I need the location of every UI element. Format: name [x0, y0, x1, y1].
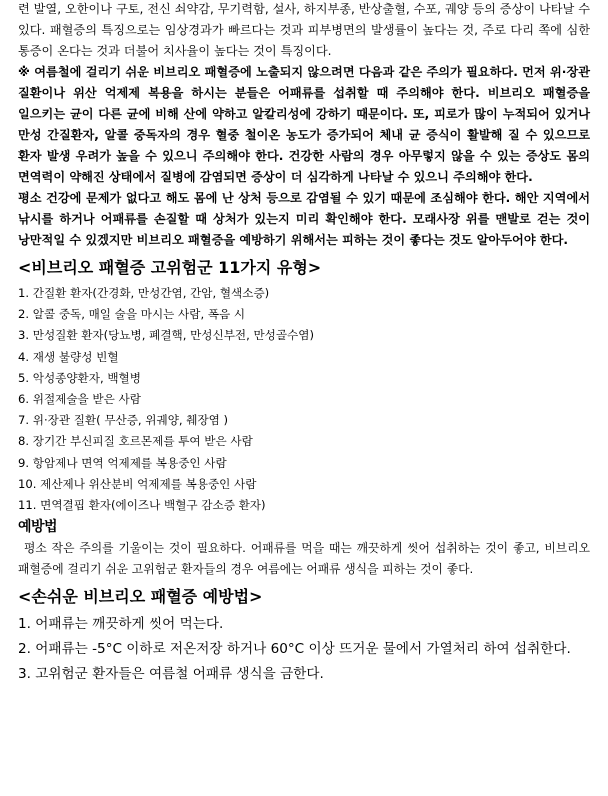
prevention-paragraph: 평소 작은 주의를 기울이는 것이 필요하다. 어패류를 먹을 때는 깨끗하게 씻어 섭취하는 것이 좋고, 비브리오 패혈증에 걸리기 쉬운 고위험군 환자들의 경우 여름에는 어패류 생식을 피하는 것이 좋다. — [18, 541, 590, 577]
list-item: 3. 고위험군 환자들은 여름철 어패류 생식을 금한다. — [18, 666, 324, 683]
list-item: 5. 악성종양환자, 백혈병 — [18, 370, 141, 385]
intro-paragraph: 련 발열, 오한이나 구토, 전신 쇠약감, 무기력함, 설사, 하지부종, 반상출혈, 수포, 궤양 등의 증상이 나타날 수 있다. 패혈증의 특징으로는 임상경과가 빠르다는 것과 피부병면의 발생률이 높다는 것, 주로 다리 쪽에 심한 통증이 온다는 것과 더불어 치사율이 높다는 것이 특징이다. — [18, 2, 590, 58]
list-item: 9. 항암제나 면역 억제제를 복용중인 사람 — [18, 455, 227, 470]
warning-paragraph: ※ 여름철에 걸리기 쉬운 비브리오 패혈증에 노출되지 않으려면 다음과 같은 주의가 필요하다. 먼저 위·장관 질환이나 위산 억제제 복용을 하시는 분들은 어패류를 섭취할 때 주의해야 한다. 비브리오 패혈증을 일으키는 균이 다른 균에 비해 산에 약하고 알칼리성에 강하기 때문이다. 또, 피로가 많이 누적되어 있거나 만성 간질환자, 알콜 중독자의 경우 혈중 철이온 농도가 증가되어 체내 균 증식이 활발해 질 수 있으므로 환자 발생 우려가 높을 수 있으니 주의해야 한다. 건강한 사람의 경우 아무렇지 않을 수 있는 증상도 몸의 면역력이 약해진 상태에서 질병에 감염되면 증상이 더 심각하게 나타날 수 있으니 주의해야 한다. — [18, 65, 590, 184]
caution-paragraph: 평소 건강에 문제가 없다고 해도 몸에 난 상처 등으로 감염될 수 있기 때문에 조심해야 한다. 해안 지역에서 낚시를 하거나 어패류를 손질할 때 상처가 있는지 미리 확인해야 한다. 모래사장 위를 맨발로 걷는 것이 낭만적일 수 있겠지만 비브리오 패혈증을 예방하기 위해서는 피하는 것이 좋다는 것도 알아두어야 한다. — [18, 191, 590, 247]
list-item: 7. 위·장관 질환( 무산증, 위궤양, 췌장염 ) — [18, 413, 229, 428]
list-item: 6. 위절제술을 받은 사람 — [18, 392, 141, 407]
prevention-title: 예방법 — [18, 519, 58, 536]
risk-group-list — [18, 283, 590, 516]
list-item: 1. 간질환 환자(간경화, 만성간염, 간암, 혈색소증) — [18, 286, 270, 300]
list-item: 1. 어패류는 깨끗하게 씻어 먹는다. — [18, 616, 224, 633]
risk-group-heading: <비브리오 패혈증 고위험군 11가지 유형> — [18, 258, 322, 277]
list-item: 2. 어패류는 -5°C 이하로 저온저장 하거나 60°C 이상 뜨거운 물에서 가열처리 하여 섭취한다. — [18, 641, 571, 658]
list-item: 8. 장기간 부신피질 호르몬제를 투여 받은 사람 — [18, 434, 253, 449]
list-item: 11. 면역결핍 환자(에이즈나 백혈구 감소증 환자) — [18, 498, 266, 513]
prevention-list — [18, 612, 590, 687]
list-item: 3. 만성질환 환자(당뇨병, 폐결핵, 만성신부전, 만성골수염) — [18, 328, 314, 343]
prevention-heading: <손쉬운 비브리오 패혈증 예방법> — [18, 587, 263, 607]
list-item: 4. 재생 불량성 빈혈 — [18, 349, 119, 364]
list-item: 2. 알콜 중독, 매일 술을 마시는 사람, 폭음 시 — [18, 307, 246, 322]
list-item: 10. 제산제나 위산분비 억제제를 복용중인 사람 — [18, 476, 257, 491]
